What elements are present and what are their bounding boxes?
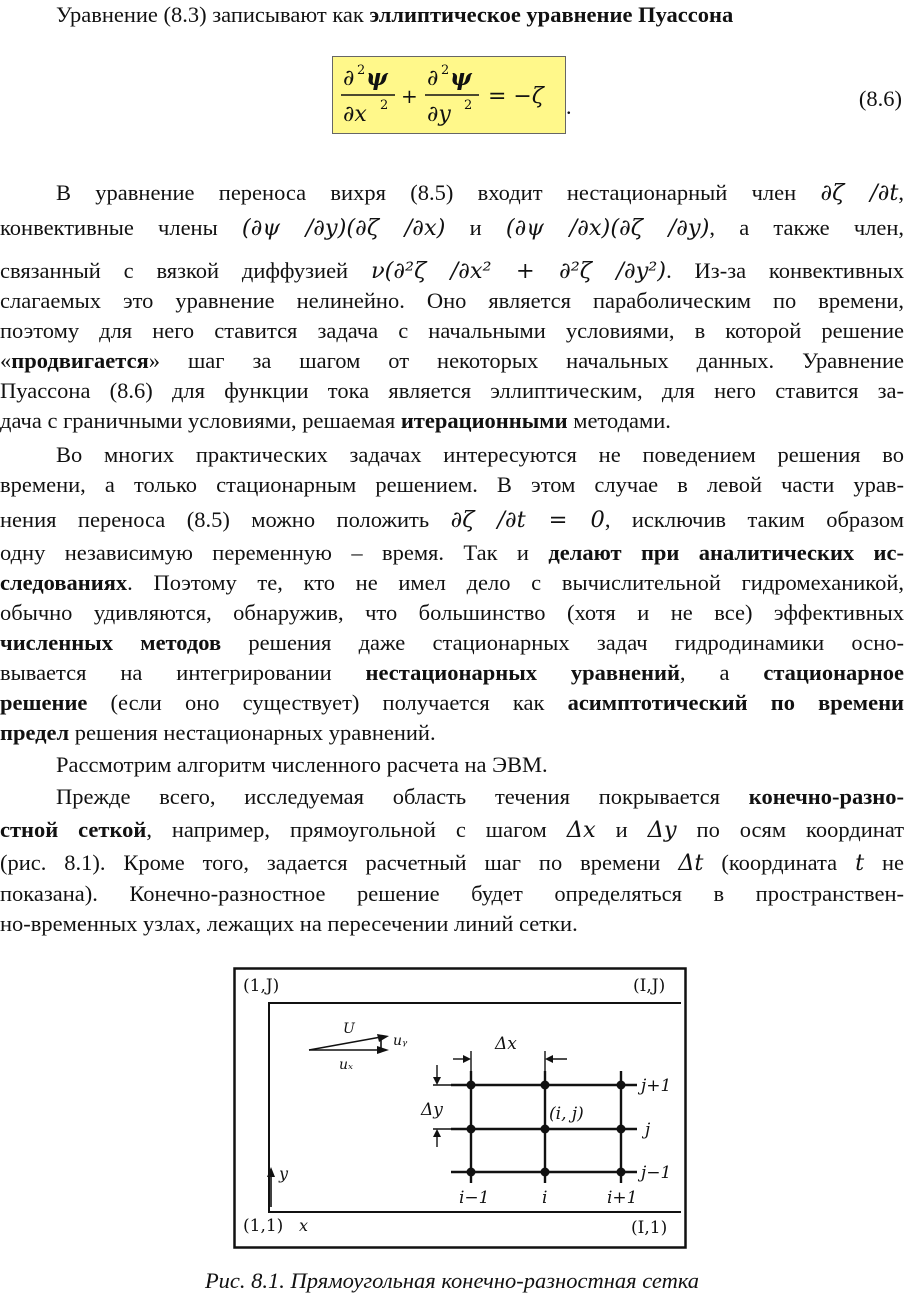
- corner-top-left-label: (1,J): [243, 976, 280, 996]
- p2-line8: вывается на интегрировании нестационарных уравнений, а стационарное: [0, 660, 904, 685]
- intro-bold: эллиптическое уравнение Пуассона: [369, 2, 734, 27]
- dy-bottom-arrowhead: [433, 1129, 441, 1137]
- frac1-den: ∂x: [343, 102, 367, 127]
- math-dzeta-dt: ∂ζ /∂t: [820, 180, 899, 206]
- math-stationary: ∂ζ /∂t = 0: [450, 507, 605, 533]
- grid-node: [541, 1081, 550, 1090]
- col-label-mid: i: [542, 1188, 548, 1208]
- dx-label: Δx: [495, 1034, 517, 1054]
- node-label: (i, j): [549, 1104, 584, 1124]
- dy-top-arrowhead: [433, 1077, 441, 1085]
- p2-line5: следованиях. Поэтому те, кто не имел дело с вычислительной гидромеханикой,: [0, 570, 904, 595]
- p1-line7: Пуассона (8.6) для функции тока является эллиптическим, для него ставится за-: [0, 378, 904, 403]
- corner-bottom-left-label: (1,1): [243, 1216, 284, 1236]
- grid-node-center: [541, 1125, 550, 1134]
- p1-line1: В уравнение переноса вихря (8.5) входит нестационарный член ∂ζ /∂t,: [56, 180, 904, 206]
- vector-ux-head: [377, 1046, 389, 1054]
- p3-line1: Рассмотрим алгоритм численного расчета на ЭВМ.: [56, 752, 548, 777]
- frac2-num-psi: ψ: [450, 64, 472, 91]
- p4-line2: стной сеткой, например, прямоугольной с шагом Δx и Δy по осям координат: [0, 817, 904, 843]
- rhs: = −ζ: [488, 84, 544, 109]
- vector-U-head: [377, 1034, 389, 1042]
- frac1-num-d: ∂: [343, 66, 355, 91]
- row-label-top: j+1: [641, 1076, 672, 1096]
- math-conv1: (∂ψ /∂y)(∂ζ /∂x): [241, 215, 446, 241]
- row-label-mid: j: [645, 1120, 651, 1140]
- vector-uy-label: uᵧ: [393, 1033, 408, 1049]
- p4-line3: (рис. 8.1). Кроме того, задается расчетный шаг по времени Δt (координата t не: [0, 850, 904, 876]
- plus-sign: +: [401, 84, 418, 108]
- frac2-num-d: ∂: [427, 66, 439, 91]
- p4-line1: Прежде всего, исследуемая область течения покрывается конечно-разно-: [56, 784, 904, 809]
- frac2-den: ∂y: [427, 102, 451, 127]
- equation-period: .: [566, 94, 572, 119]
- frac1-num-psi: ψ: [366, 64, 388, 91]
- p4-line4: показана). Конечно-разностное решение будет определяться в пространствен-: [0, 881, 904, 906]
- p1-line3: связанный с вязкой диффузией ν(∂²ζ /∂x² + ∂²ζ /∂y²). Из-за конвективных: [0, 258, 904, 284]
- math-diffusion: ν(∂²ζ /∂x² + ∂²ζ /∂y²): [370, 258, 667, 284]
- figure-caption: Рис. 8.1. Прямоугольная конечно-разностная сетка: [204, 1268, 700, 1293]
- grid-node: [541, 1168, 550, 1177]
- frac2-num-sq: 2: [441, 63, 450, 78]
- p2-line6: обычно удивляются, обнаружив, что большинство (хотя и не все) эффективных: [0, 600, 904, 625]
- vector-U-label: U: [343, 1021, 355, 1037]
- dy-label: Δy: [421, 1100, 443, 1120]
- vector-ux-label: uₓ: [339, 1057, 353, 1073]
- p1-line8: дача с граничными условиями, решаемая итерационными методами.: [0, 408, 671, 433]
- p1-line5: поэтому для него ставится задача с начальными условиями, в которой решение: [0, 318, 904, 343]
- grid-diagram: [233, 967, 687, 1249]
- equation-number: (8.6): [858, 86, 902, 111]
- dx-right-arrowhead: [545, 1055, 553, 1063]
- corner-bottom-right-label: (I,1): [631, 1218, 668, 1238]
- frac2-den-sq: 2: [464, 98, 473, 113]
- frac1-den-sq: 2: [380, 98, 389, 113]
- poisson-equation: [333, 57, 567, 135]
- math-dt: Δt: [678, 850, 704, 876]
- x-axis-label: x: [299, 1216, 309, 1235]
- corner-top-right-label: (I,J): [633, 976, 666, 996]
- intro-line: [56, 0, 904, 30]
- math-t: t: [855, 850, 865, 876]
- p2-line10: предел решения нестационарных уравнений.: [0, 720, 436, 745]
- grid-node: [467, 1081, 476, 1090]
- col-label-right: i+1: [607, 1188, 638, 1208]
- p1-line2: конвективные члены (∂ψ /∂y)(∂ζ /∂x) и (∂ψ /∂x)(∂ζ /∂y), а также член,: [0, 215, 904, 241]
- intro-text: Уравнение (8.3) записывают как: [56, 2, 370, 27]
- row-label-bottom: j−1: [641, 1163, 672, 1183]
- p2-line9: решение (если оно существует) получается как асимптотический по времени: [0, 690, 904, 715]
- figure-grid: [233, 967, 687, 1249]
- p2-line3: нения переноса (8.5) можно положить ∂ζ /∂t = 0, исключив таким образом: [0, 507, 904, 533]
- p2-line2: времени, а только стационарным решением. В этом случае в левой части урав-: [0, 472, 904, 497]
- y-axis-label: y: [279, 1164, 289, 1183]
- math-conv2: (∂ψ /∂x)(∂ζ /∂y): [505, 215, 710, 241]
- math-dy: Δy: [647, 817, 677, 843]
- poisson-equation-box: [332, 56, 566, 134]
- dx-left-arrowhead: [463, 1055, 471, 1063]
- math-dx: Δx: [566, 817, 596, 843]
- p2-line1: Во многих практических задачах интересуются не поведением решения во: [56, 442, 904, 467]
- frac1-num-sq: 2: [357, 63, 366, 78]
- p1-line4: слагаемых это уравнение нелинейно. Оно является параболическим по времени,: [0, 288, 904, 313]
- vector-U: [309, 1037, 381, 1050]
- col-label-left: i−1: [459, 1188, 490, 1208]
- grid-node: [467, 1125, 476, 1134]
- grid-node: [467, 1168, 476, 1177]
- p1-line6: «продвигается» шаг за шагом от некоторых начальных данных. Уравнение: [0, 348, 904, 373]
- p4-line5: но-временных узлах, лежащих на пересечении линий сетки.: [0, 911, 578, 936]
- grid-node: [617, 1125, 626, 1134]
- grid-node: [617, 1081, 626, 1090]
- grid-node: [617, 1168, 626, 1177]
- p2-line4: одну независимую переменную – время. Так и делают при аналитических ис-: [0, 540, 904, 565]
- p2-line7: численных методов решения даже стационарных задач гидродинамики осно-: [0, 630, 904, 655]
